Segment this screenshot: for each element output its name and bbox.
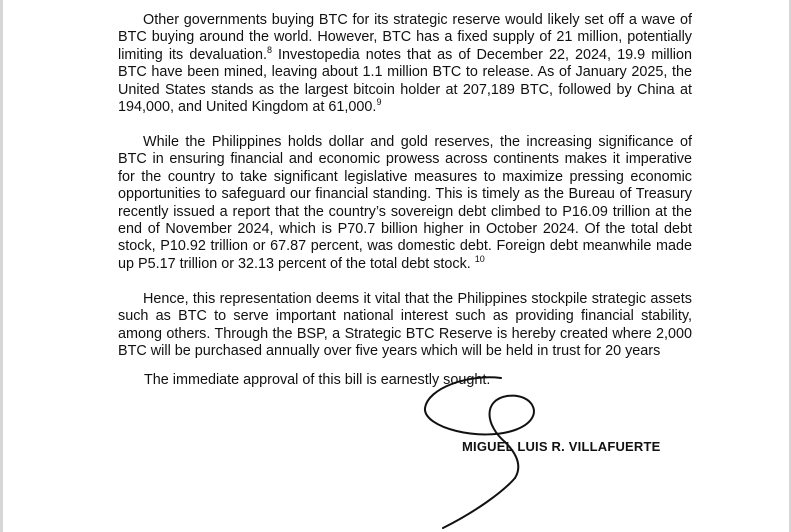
paragraph-text: Hence, this representation deems it vital that the Philippines stockpile strategic assets such as BTC to serve important national interest such as providing financial stability, among others. Through the BSP, a Strategic BTC Reserve is hereby created where 2,000 BTC will be purchased annually over five years which will be held in trust for 20 years (118, 291, 692, 360)
footnote-ref: 9 (376, 97, 382, 108)
footnote-ref: 8 (266, 45, 272, 56)
signer-name: MIGUEL LUIS R. VILLAFUERTE (462, 439, 661, 454)
closing-statement: The immediate approval of this bill is earnestly sought. (144, 372, 491, 388)
paragraph-text: Investopedia notes that as of December 22, 2024, 19.9 million BTC have been mined, leaving about 1.1 million BTC to release. As of January 2025, the United States stands as the largest bitcoin holder at 207,189 BTC, followed by China at 194,000, and United Kingdom at 61,000. (118, 46, 693, 116)
paragraph-btc-reserve-proposal (118, 291, 692, 361)
paragraph-sovereign-debt (118, 134, 692, 273)
footnote-ref: 10 (474, 254, 485, 265)
paragraph-strategic-reserve (118, 12, 692, 116)
paragraph-text: Other governments buying BTC for its strategic reserve would likely set off a wave of BTC buying around the world. However, BTC has a fixed supply of 21 million, potentially limiting its devaluation. (118, 12, 692, 63)
document-page (3, 0, 789, 532)
signature-icon (383, 370, 613, 530)
paragraph-text: While the Philippines holds dollar and gold reserves, the increasing significance of BTC in ensuring financial and economic prowess across continents makes it imperative for the country to take significant legislative measures to maximize pressing economic opportunities to safeguard our financial standing. This is timely as the Bureau of Treasury recently issued a report that the country’s sovereign debt climbed to P16.09 trillion at the end of November 2024, which is P70.7 billion higher in October 2024. Of the total debt stock, P10.92 trillion or 67.87 percent, was domestic debt. Foreign debt meanwhile made up P5.17 trillion or 32.13 percent of the total debt stock. (118, 134, 692, 272)
